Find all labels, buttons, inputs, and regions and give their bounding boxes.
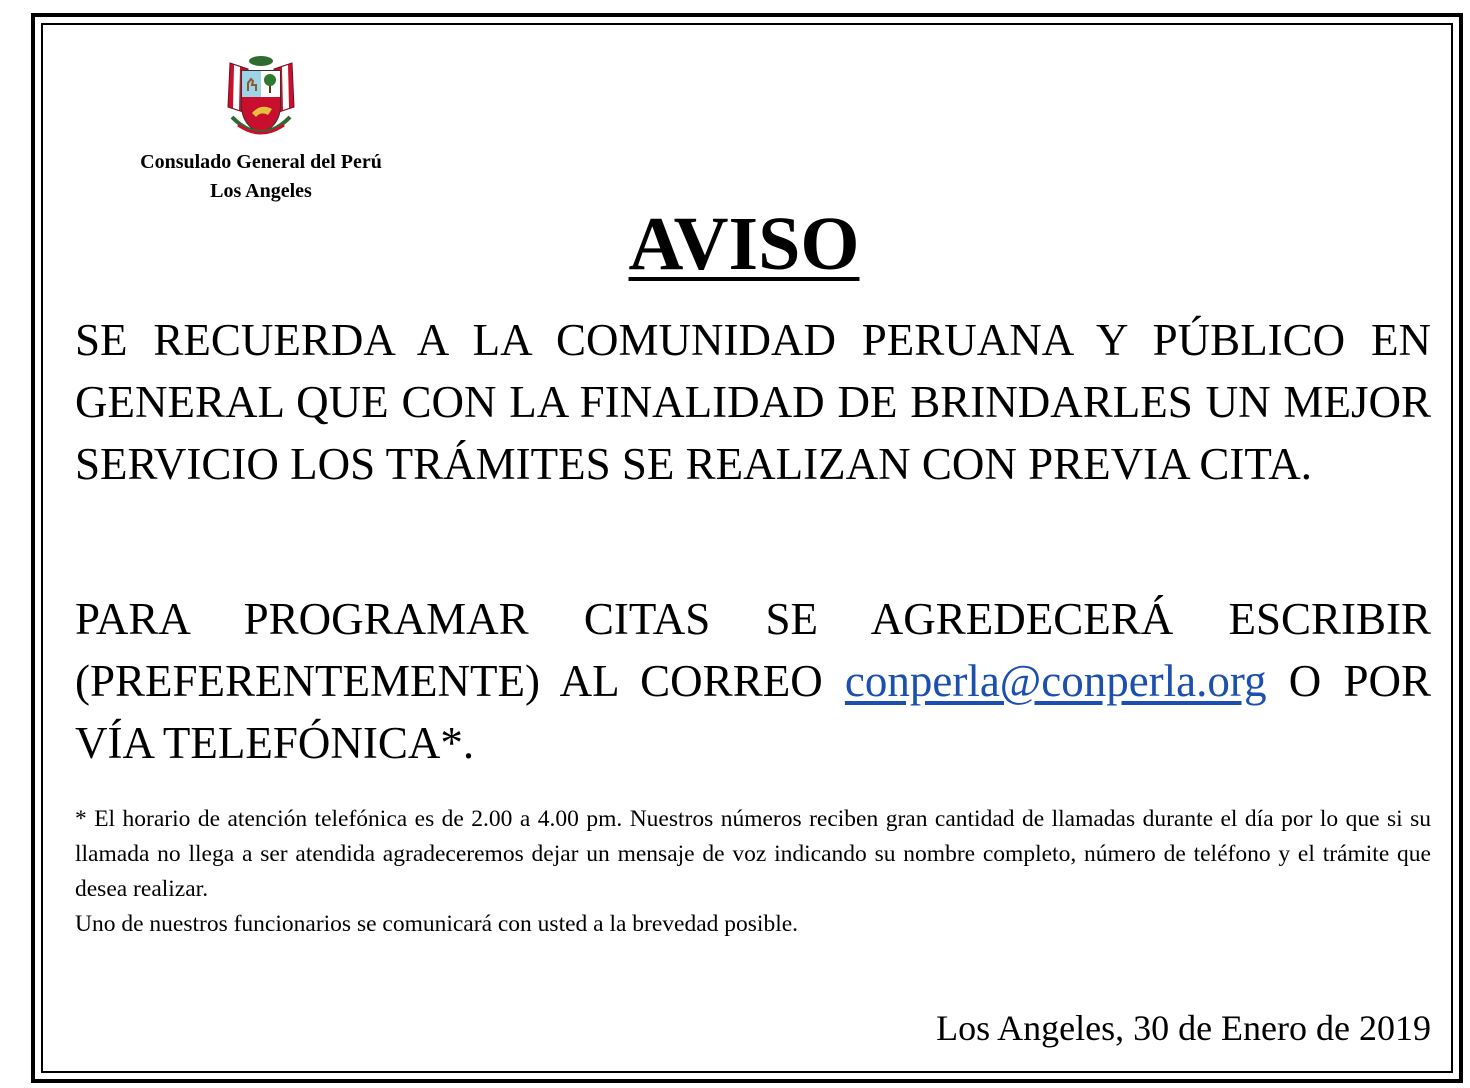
institution-name: Consulado General del Perú [140,151,382,173]
paragraph-2-text-before: PARA PROGRAMAR CITAS SE AGREDECERÁ ESCRIBIR (PREFERENTEMENTE) AL CORREO [75,594,1431,706]
email-link[interactable]: conperla@conperla.org [844,656,1267,706]
footnote-hours: * El horario de atención telefónica es de 2.00 a 4.00 pm. Nuestros números reciben gran cantidad de llamadas durante el día por lo que si su llamada no llega a ser atendida agradeceremos dejar un mensaje de voz indicando su nombre completo, número de teléfono y el trámite que desea realizar. [75,806,1431,902]
paragraph-2-text-after: O POR VÍA TELEFÓNICA*. [75,656,1431,768]
dateline: Los Angeles, 30 de Enero de 2019 [936,1008,1431,1048]
footnote-callback: Uno de nuestros funcionarios se comunicará con usted a la brevedad posible. [75,911,799,937]
notice-title [0,196,1470,292]
notice-paragraph-2 [75,588,1431,774]
institution-city: Los Angeles [210,180,312,202]
notice-title-text: AVISO [628,202,860,286]
peru-coat-of-arms-icon [218,55,304,141]
footnote [75,802,1431,942]
notice-paragraph-1: SE RECUERDA A LA COMUNIDAD PERUANA Y PÚBLICO EN GENERAL QUE CON LA FINALIDAD DE BRINDARLES UN MEJOR SERVICIO LOS TRÁMITES SE REALIZAN CON PREVIA CITA. [75,315,1431,489]
